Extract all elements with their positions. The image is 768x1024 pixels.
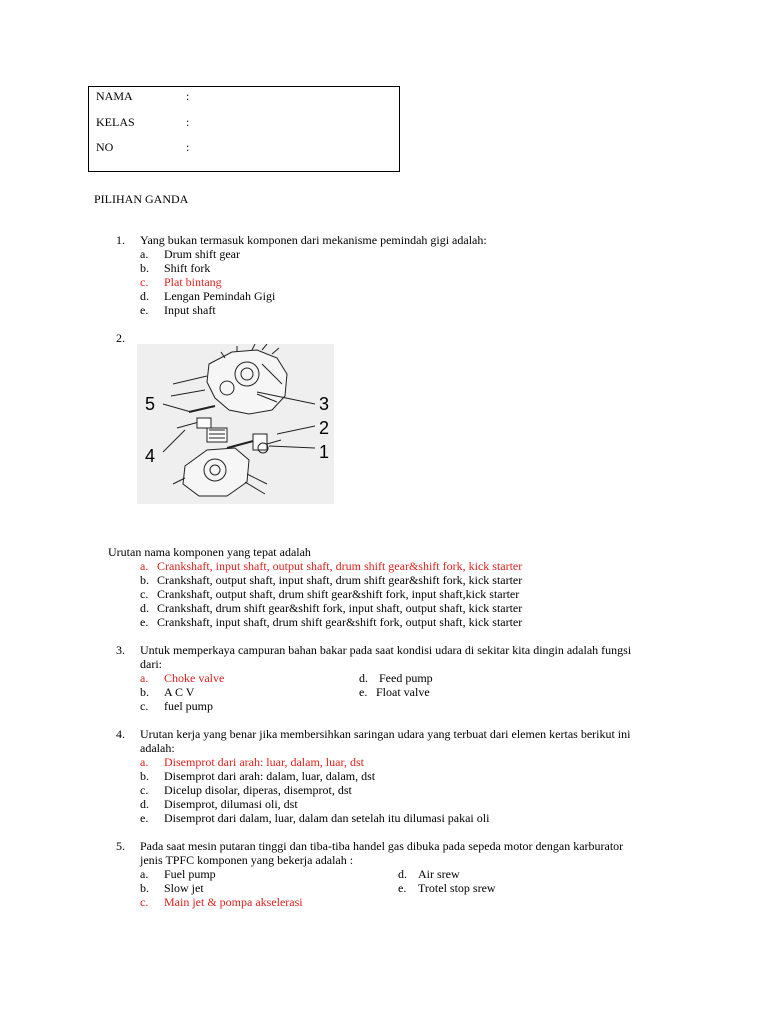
option-key: a.: [140, 755, 149, 769]
option-b: [140, 881, 204, 895]
option-a: [140, 867, 216, 881]
option-c-answer: [140, 275, 222, 289]
option-d: [398, 867, 460, 881]
option-key: a.: [140, 247, 149, 261]
option-c: [140, 699, 213, 713]
question-text: Yang bukan termasuk komponen dari mekanisme pemindah gigi adalah:: [140, 233, 487, 247]
option-text: fuel pump: [164, 699, 213, 713]
option-text: Plat bintang: [164, 275, 222, 289]
option-key: b.: [140, 881, 149, 895]
option-key: c.: [140, 587, 149, 601]
figure-label-2: 2: [319, 418, 330, 438]
option-d: [140, 289, 275, 303]
option-e: [140, 303, 216, 317]
option-text: Float valve: [376, 685, 430, 699]
option-b: [140, 573, 522, 587]
option-text: Crankshaft, output shaft, input shaft, drum shift gear&shift fork, kick starter: [157, 573, 523, 587]
option-b: [140, 261, 210, 275]
option-text: Crankshaft, input shaft, drum shift gear&shift fork, output shaft, kick starter: [157, 615, 523, 629]
option-key: d.: [359, 671, 368, 685]
option-key: e.: [359, 685, 368, 699]
question-text-line-1: Untuk memperkaya campuran bahan bakar pada saat kondisi udara di sekitar kita dingin adalah fungsi: [140, 643, 632, 657]
section-title: PILIHAN GANDA: [94, 192, 189, 206]
question-number: 3.: [116, 643, 125, 657]
option-text: Trotel stop srew: [418, 881, 496, 895]
figure-label-1: 1: [319, 442, 330, 462]
option-key: b.: [140, 261, 149, 275]
question-number: 4.: [116, 727, 125, 741]
option-key: d.: [140, 601, 149, 615]
figure-label-3: 3: [319, 394, 330, 414]
option-text: Crankshaft, input shaft, output shaft, drum shift gear&shift fork, kick starter: [157, 559, 523, 573]
option-key: d.: [140, 797, 149, 811]
option-text: Disemprot, dilumasi oli, dst: [164, 797, 298, 811]
option-key: b.: [140, 685, 149, 699]
option-text: Main jet & pompa akselerasi: [164, 895, 303, 909]
identity-box: [88, 86, 400, 172]
option-key: e.: [140, 615, 149, 629]
number-colon: :: [186, 140, 190, 154]
option-key: c.: [140, 895, 149, 909]
question-number: 2.: [116, 331, 125, 345]
option-key: e.: [140, 811, 149, 825]
option-e: [359, 685, 430, 699]
question-text: Urutan nama komponen yang tepat adalah: [108, 545, 311, 559]
gearbox-diagram: [137, 344, 334, 504]
question-text-line-2: dari:: [140, 657, 162, 671]
option-text: Disemprot dari arah: dalam, luar, dalam, dst: [164, 769, 376, 783]
name-colon: :: [186, 89, 190, 103]
option-key: a.: [140, 867, 149, 881]
figure-label-4: 4: [145, 446, 156, 466]
option-key: e.: [140, 303, 149, 317]
question-text-line-1: Urutan kerja yang benar jika membersihkan saringan udara yang terbuat dari elemen kertas berikut ini: [140, 727, 631, 741]
option-d: [140, 601, 522, 615]
option-text: Choke valve: [164, 671, 225, 685]
option-a-answer: [140, 559, 522, 573]
question-text-line-2: adalah:: [140, 741, 175, 755]
question-number: 5.: [116, 839, 125, 853]
option-key: c.: [140, 783, 149, 797]
option-text: A C V: [164, 685, 195, 699]
option-text: Crankshaft, drum shift gear&shift fork, input shaft, output shaft, kick starter: [157, 601, 523, 615]
question-number: 1.: [116, 233, 125, 247]
option-key: a.: [140, 559, 149, 573]
option-key: b.: [140, 573, 149, 587]
option-key: a.: [140, 671, 149, 685]
option-b: [140, 769, 375, 783]
option-text: Input shaft: [164, 303, 216, 317]
option-a: [140, 247, 240, 261]
option-text: Disemprot dari arah: luar, dalam, luar, dst: [164, 755, 364, 769]
option-text: Crankshaft, output shaft, drum shift gear&shift fork, input shaft,kick starter: [157, 587, 520, 601]
option-key: d.: [398, 867, 407, 881]
option-b: [140, 685, 194, 699]
option-text: Feed pump: [379, 671, 433, 685]
option-c: [140, 783, 352, 797]
option-text: Air srew: [418, 867, 460, 881]
option-key: c.: [140, 275, 149, 289]
option-d: [140, 797, 298, 811]
question-text-line-1: Pada saat mesin putaran tinggi dan tiba-tiba handel gas dibuka pada sepeda motor dengan karburator: [140, 839, 624, 853]
option-key: b.: [140, 769, 149, 783]
class-colon: :: [186, 115, 190, 129]
option-key: c.: [140, 699, 149, 713]
option-a-answer: [140, 671, 224, 685]
option-e: [140, 615, 522, 629]
figure-label-5: 5: [145, 394, 156, 414]
option-text: Disemprot dari dalam, luar, dalam dan setelah itu dilumasi pakai oli: [164, 811, 490, 825]
gearbox-diagram-drawing: [137, 344, 334, 504]
option-text: Lengan Pemindah Gigi: [164, 289, 276, 303]
option-key: e.: [398, 881, 407, 895]
name-label: NAMA: [96, 89, 133, 103]
option-c: [140, 587, 519, 601]
option-e: [398, 881, 496, 895]
number-label: NO: [96, 140, 114, 154]
option-key: d.: [140, 289, 149, 303]
option-e: [140, 811, 489, 825]
option-text: Fuel pump: [164, 867, 216, 881]
option-d: [359, 671, 433, 685]
option-text: Slow jet: [164, 881, 204, 895]
option-a-answer: [140, 755, 364, 769]
option-c-answer: [140, 895, 303, 909]
question-text-line-2: jenis TPFC komponen yang bekerja adalah :: [140, 853, 354, 867]
class-label: KELAS: [96, 115, 135, 129]
option-text: Drum shift gear: [164, 247, 240, 261]
option-text: Dicelup disolar, diperas, disemprot, dst: [164, 783, 352, 797]
option-text: Shift fork: [164, 261, 211, 275]
